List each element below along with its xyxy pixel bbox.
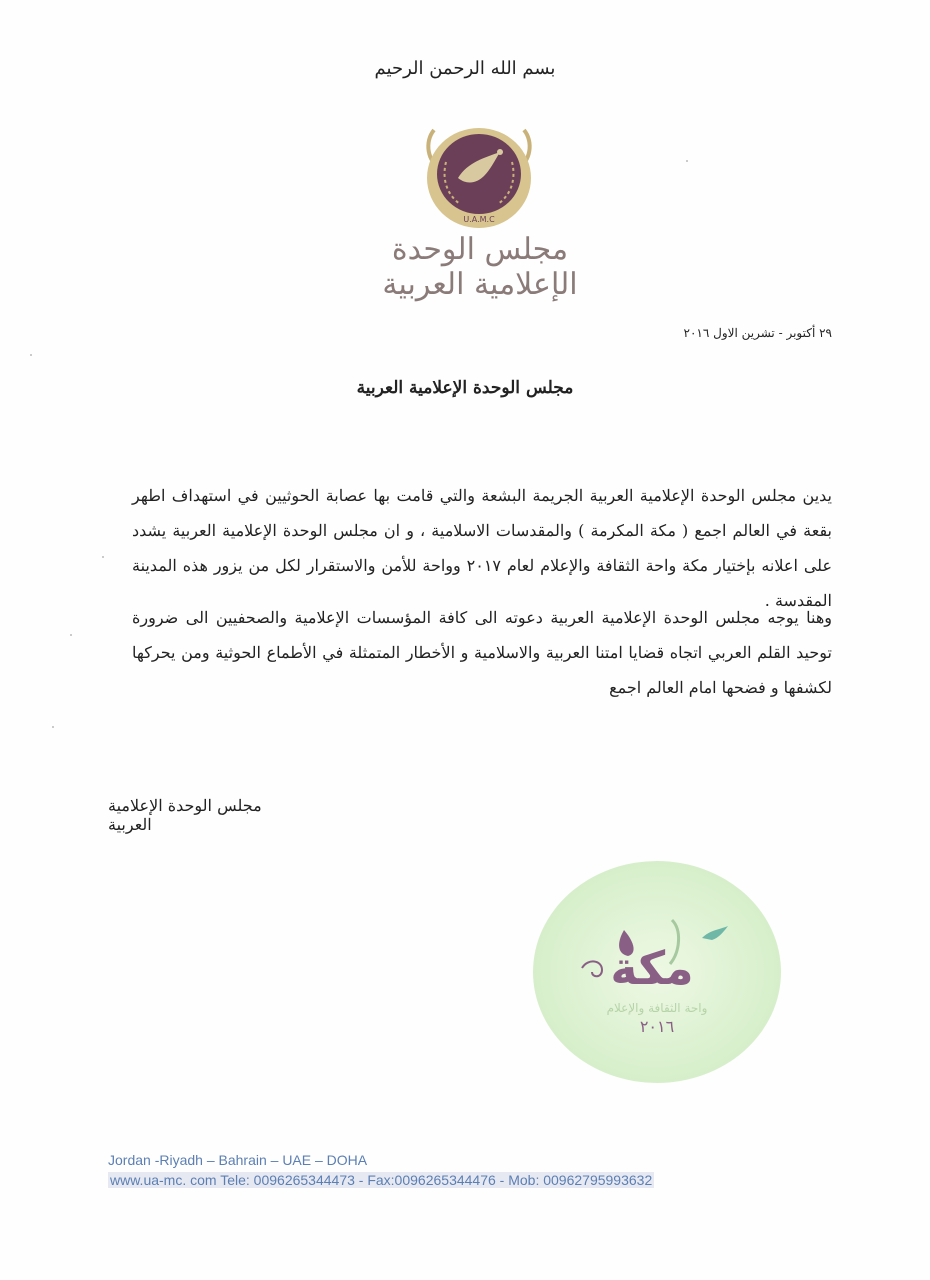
- logo-initials: U.A.M.C: [463, 215, 495, 224]
- stamp-title: مكة: [610, 941, 694, 995]
- letter-heading: مجلس الوحدة الإعلامية العربية: [356, 378, 574, 398]
- basmala: بسم الله الرحمن الرحيم: [374, 58, 556, 79]
- scan-speck: [52, 726, 54, 728]
- footer-cities: Jordan -Riyadh – Bahrain – UAE – DOHA: [108, 1152, 368, 1168]
- makkah-culture-stamp: [532, 860, 782, 1085]
- scan-speck: [70, 634, 72, 636]
- scan-speck: [30, 354, 32, 356]
- scan-speck: [686, 160, 688, 162]
- body-paragraph-1: يدين مجلس الوحدة الإعلامية العربية الجريمة البشعة والتي قامت بها عصابة الحوثيين في استهداف اطهر بقعة في العالم اجمع ( مكة المكرمة ) والمقدسات الاسلامية ، و ان مجلس الوحدة الإعلامية العربية يشدد على اعلانه بإختيار مكة واحة الثقافة والإعلام لعام ٢٠١٧ وواحة للأمن والاستقرار لكل من يزور هذه المدينة المقدسة .: [132, 486, 832, 610]
- council-logo-emblem: [420, 122, 538, 232]
- signature: مجلس الوحدة الإعلامية العربية: [108, 796, 262, 834]
- footer-contact: www.ua-mc. com Tele: 0096265344473 - Fax:0096265344476 - Mob: 00962795993632: [110, 1172, 653, 1188]
- logo-wordmark: مجلس الوحدة الإعلامية العربية: [382, 232, 578, 302]
- letter-date: ٢٩ أكتوبر - تشرين الاول ٢٠١٦: [683, 326, 832, 340]
- stamp-year: ٢٠١٦: [639, 1017, 675, 1036]
- body-paragraph-2: وهنا يوجه مجلس الوحدة الإعلامية العربية دعوته الى كافة المؤسسات الإعلامية والصحفيين الى ضرورة توحيد القلم العربي اتجاه قضايا امتنا العربية والاسلامية و الأخطار المتمثلة في الأطماع الحوثية ومن يحركها لكشفها و فضحها امام العالم اجمع: [132, 608, 832, 697]
- scan-speck: [102, 556, 104, 558]
- stamp-subtitle: واحة الثقافة والإعلام: [606, 1001, 708, 1015]
